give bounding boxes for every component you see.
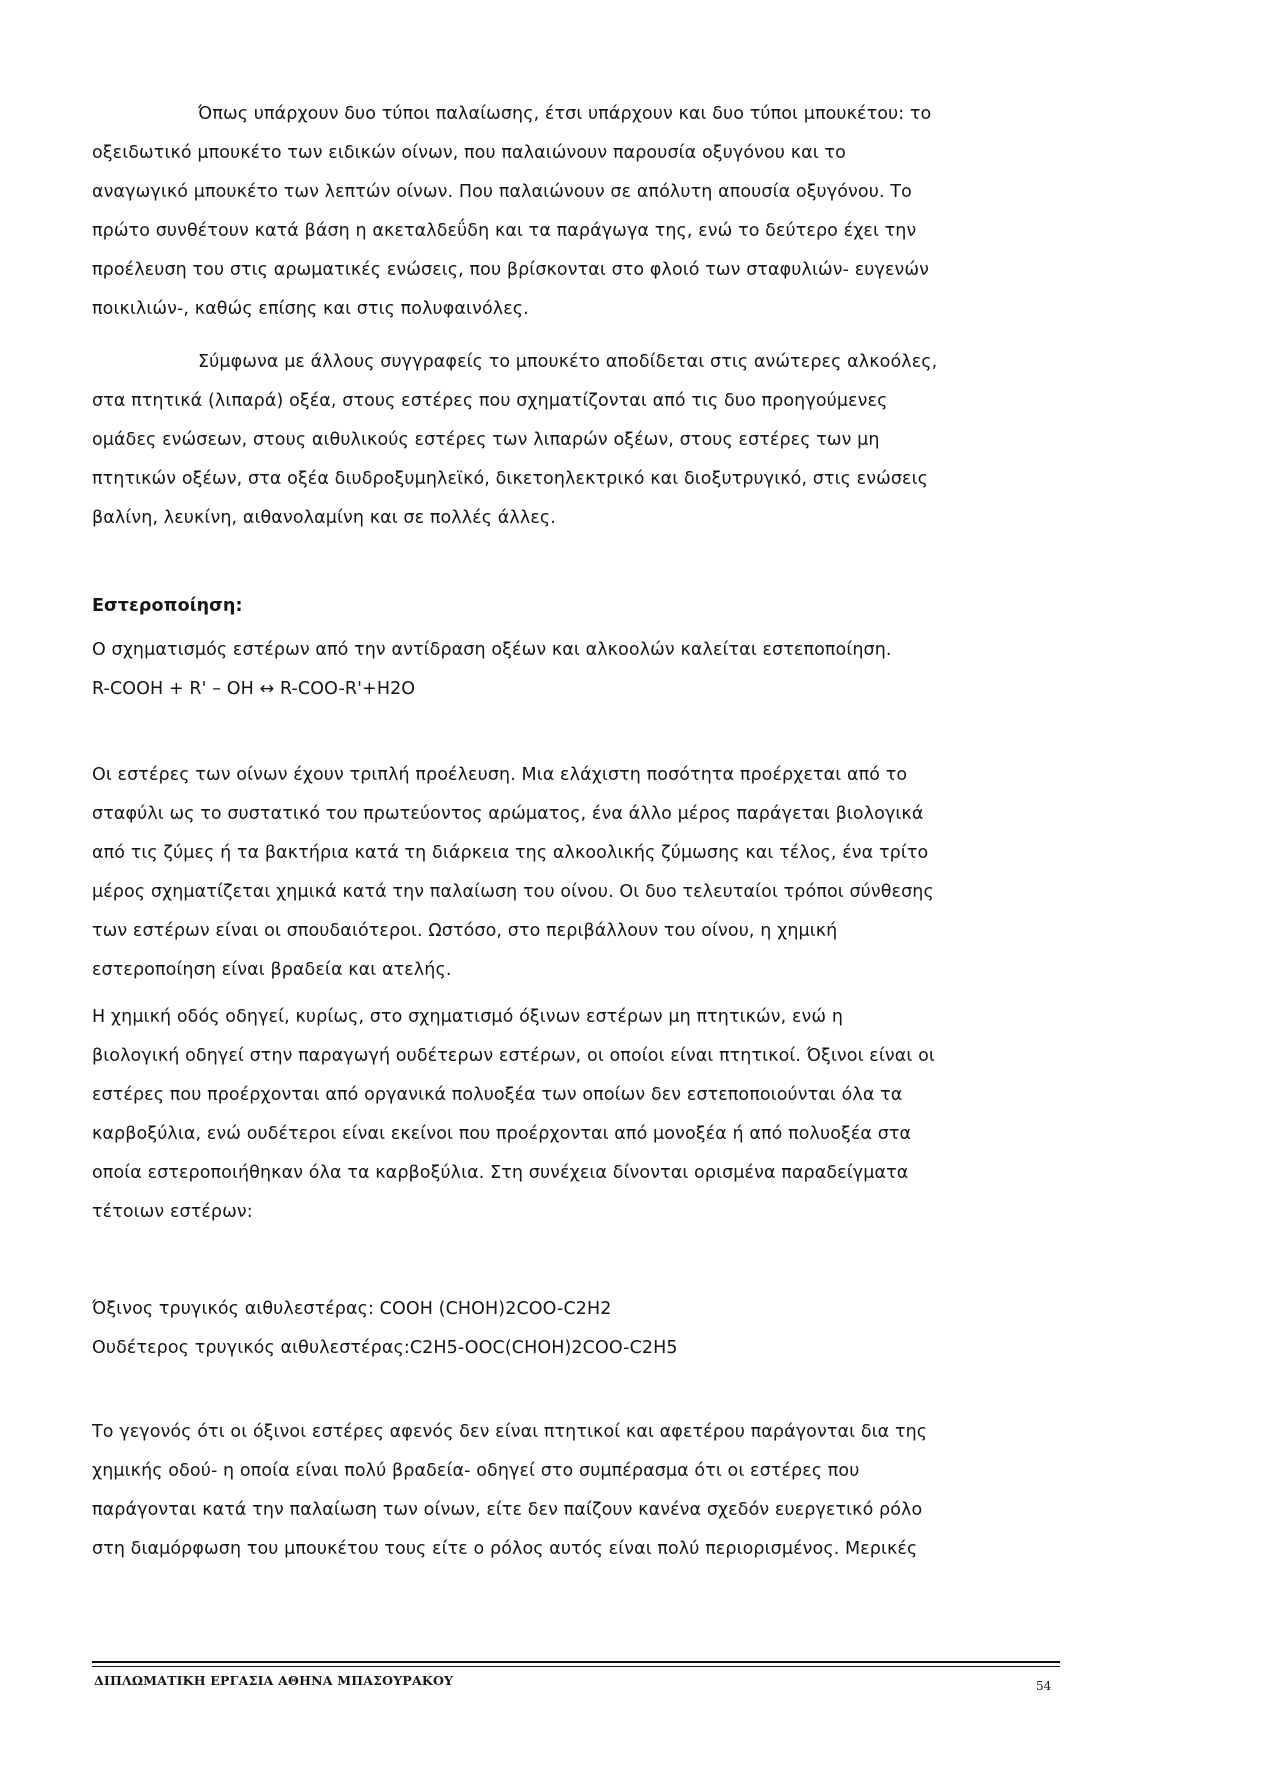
text-line: οποία εστεροποιήθηκαν όλα τα καρβοξύλια. Στη συνέχεια δίνονται ορισμένα παραδείγματα bbox=[92, 1163, 909, 1183]
text-line: Η χημική οδός οδηγεί, κυρίως, στο σχηματισμό όξινων εστέρων μη πτητικών, ενώ η bbox=[92, 1007, 844, 1027]
definition-text: Ο σχηματισμός εστέρων από την αντίδραση οξέων και αλκοολών καλείται εστεποποίηση. bbox=[92, 640, 892, 660]
footer-rule-bottom bbox=[92, 1666, 1060, 1667]
text-line: καρβοξύλια, ενώ ουδέτεροι είναι εκείνοι που προέρχονται από μονοξέα ή από πολυοξέα στα bbox=[92, 1124, 912, 1144]
text-line: εστέρες που προέρχονται από οργανικά πολυοξέα των οποίων δεν εστεποποιούνται όλα τα bbox=[92, 1085, 903, 1105]
text-line: Όπως υπάρχουν δυο τύποι παλαίωσης, έτσι υπάρχουν και δυο τύποι μπουκέτου: το bbox=[198, 104, 932, 124]
text-line: εστεροποίηση είναι βραδεία και ατελής. bbox=[92, 960, 452, 980]
text-line: σταφύλι ως το συστατικό του πρωτεύοντος αρώματος, ένα άλλο μέρος παράγεται βιολογικά bbox=[92, 804, 924, 824]
text-line: προέλευση του στις αρωματικές ενώσεις, που βρίσκονται στο φλοιό των σταφυλιών- ευγενών bbox=[92, 260, 930, 280]
section-heading: Εστεροποίηση: bbox=[92, 596, 243, 616]
footer-title: ΔΙΠΛΩΜΑΤΙΚΗ ΕΡΓΑΣΙΑ ΑΘΗΝΑ ΜΠΑΣΟΥΡΑΚΟΥ bbox=[94, 1673, 454, 1688]
text-line: Το γεγονός ότι οι όξινοι εστέρες αφενός δεν είναι πτητικοί και αφετέρου παράγονται δια της bbox=[92, 1422, 928, 1442]
text-line: μέρος σχηματίζεται χημικά κατά την παλαίωση του οίνου. Οι δυο τελευταίοι τρόποι σύνθεσης bbox=[92, 882, 934, 902]
example-neutral-ester: Ουδέτερος τρυγικός αιθυλεστέρας:C2H5-OOC(CHOH)2COO-C2H5 bbox=[92, 1338, 678, 1358]
text-line: παράγονται κατά την παλαίωση των οίνων, είτε δεν παίζουν κανένα σχεδόν ευεργετικό ρόλο bbox=[92, 1500, 923, 1520]
text-line: από τις ζύμες ή τα βακτήρια κατά τη διάρκεια της αλκοολικής ζύμωσης και τέλος, ένα τρίτο bbox=[92, 843, 929, 863]
text-line: Οι εστέρες των οίνων έχουν τριπλή προέλευση. Μια ελάχιστη ποσότητα προέρχεται από το bbox=[92, 765, 908, 785]
text-line: βαλίνη, λευκίνη, αιθανολαμίνη και σε πολλές άλλες. bbox=[92, 508, 556, 528]
example-acid-ester: Όξινος τρυγικός αιθυλεστέρας: COOH (CHOH)2COO-C2H2 bbox=[92, 1299, 612, 1319]
text-line: ποικιλιών-, καθώς επίσης και στις πολυφαινόλες. bbox=[92, 299, 529, 319]
text-line: οξειδωτικό μπουκέτο των ειδικών οίνων, που παλαιώνουν παρουσία οξυγόνου και το bbox=[92, 143, 846, 163]
text-line: ομάδες ενώσεων, στους αιθυλικούς εστέρες των λιπαρών οξέων, στους εστέρες των μη bbox=[92, 430, 880, 450]
text-line: χημικής οδού- η οποία είναι πολύ βραδεία- οδηγεί στο συμπέρασμα ότι οι εστέρες που bbox=[92, 1461, 860, 1481]
text-line: πρώτο συνθέτουν κατά βάση η ακεταλδεΰδη και τα παράγωγα της, ενώ το δεύτερο έχει την bbox=[92, 221, 917, 241]
text-line: βιολογική οδηγεί στην παραγωγή ουδέτερων εστέρων, οι οποίοι είναι πτητικοί. Όξινοι είναι οι bbox=[92, 1046, 935, 1066]
text-line: Σύμφωνα με άλλους συγγραφείς το μπουκέτο αποδίδεται στις ανώτερες αλκοόλες, bbox=[198, 352, 938, 372]
chemical-equation: R-COOH + R' – OH ↔ R-COO-R'+H2O bbox=[92, 679, 416, 699]
text-line: πτητικών οξέων, στα οξέα διυδροξυμηλεϊκό, δικετοηλεκτρικό και διοξυτρυγικό, στις ενώσεις bbox=[92, 469, 928, 489]
text-line: αναγωγικό μπουκέτο των λεπτών οίνων. Που παλαιώνουν σε απόλυτη απουσία οξυγόνου. Το bbox=[92, 182, 912, 202]
footer-rule-top bbox=[92, 1661, 1060, 1663]
text-line: των εστέρων είναι οι σπουδαιότεροι. Ωστόσο, στο περιβάλλουν του οίνου, η χημική bbox=[92, 921, 838, 941]
page-number: 54 bbox=[1036, 1679, 1052, 1693]
text-line: στα πτητικά (λιπαρά) οξέα, στους εστέρες που σχηματίζονται από τις δυο προηγούμενες bbox=[92, 391, 888, 411]
text-line: τέτοιων εστέρων: bbox=[92, 1202, 253, 1222]
text-line: στη διαμόρφωση του μπουκέτου τους είτε ο ρόλος αυτός είναι πολύ περιορισμένος. Μερικές bbox=[92, 1539, 918, 1559]
